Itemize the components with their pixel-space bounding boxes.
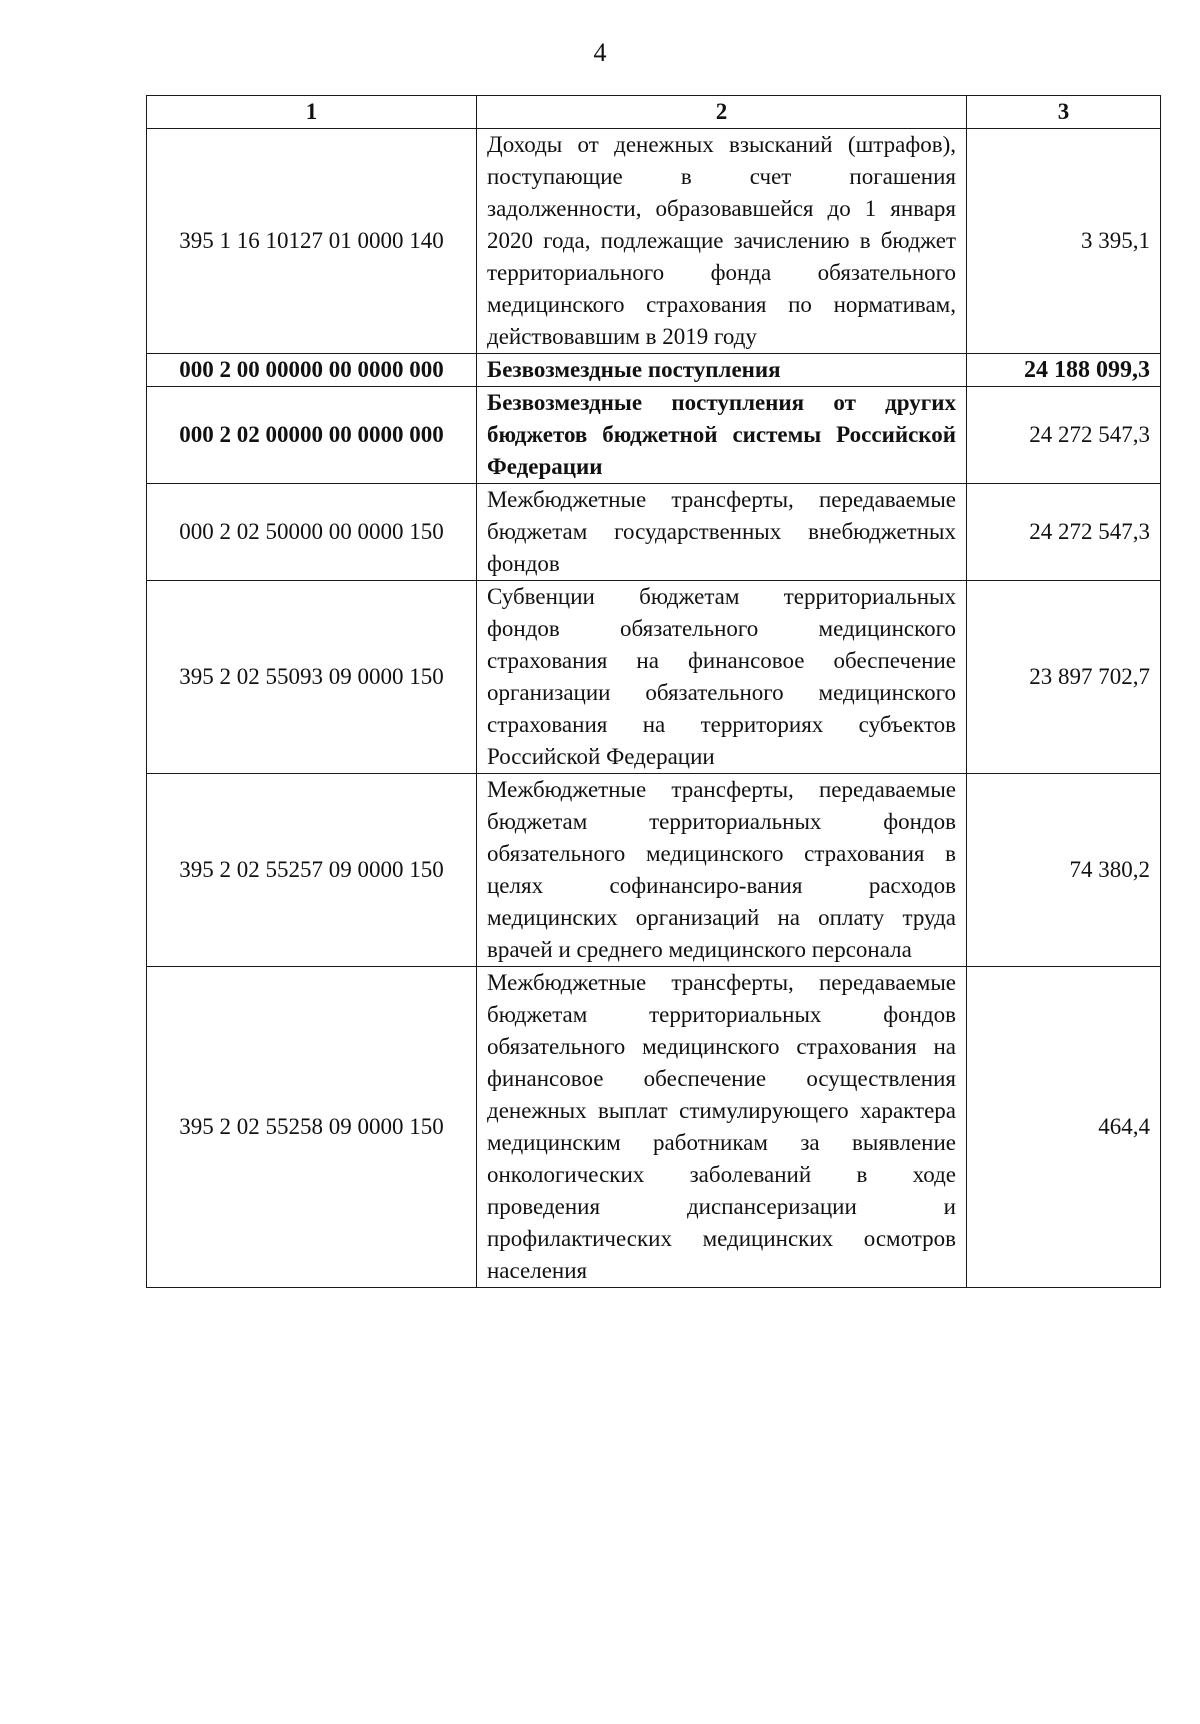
table-row bbox=[147, 484, 1161, 581]
table-header-row bbox=[147, 96, 1161, 129]
table-row bbox=[147, 387, 1161, 484]
budget-revenue-table bbox=[146, 95, 1161, 1288]
revenue-description: Межбюджетные трансферты, передаваемые бюджетам территориальных фондов обязательного медицинского страхования в целях софинансиро-вания расходов медицинских организаций на оплату труда врачей и среднего медицинского персонала bbox=[477, 774, 967, 967]
revenue-code: 395 1 16 10127 01 0000 140 bbox=[147, 129, 477, 354]
revenue-amount: 464,4 bbox=[967, 967, 1161, 1288]
revenue-amount: 3 395,1 bbox=[967, 129, 1161, 354]
revenue-description: Доходы от денежных взысканий (штрафов), поступающие в счет погашения задолженности, образовавшейся до 1 января 2020 года, подлежащие зачислению в бюджет территориального фонда обязательного медицинского страхования по нормативам, действовавшим в 2019 году bbox=[477, 129, 967, 354]
revenue-code: 000 2 02 50000 00 0000 150 bbox=[147, 484, 477, 581]
revenue-code: 395 2 02 55257 09 0000 150 bbox=[147, 774, 477, 967]
revenue-description: Межбюджетные трансферты, передаваемые бюджетам государственных внебюджетных фондов bbox=[477, 484, 967, 581]
revenue-code: 395 2 02 55258 09 0000 150 bbox=[147, 967, 477, 1288]
table-row bbox=[147, 967, 1161, 1288]
table-row bbox=[147, 354, 1161, 387]
table-row bbox=[147, 581, 1161, 774]
table-row bbox=[147, 774, 1161, 967]
revenue-amount: 24 272 547,3 bbox=[967, 387, 1161, 484]
budget-table-container bbox=[146, 95, 1161, 1288]
revenue-description: Субвенции бюджетам территориальных фондов обязательного медицинского страхования на финансовое обеспечение организации обязательного медицинского страхования на территориях субъектов Российской Федерации bbox=[477, 581, 967, 774]
column-header-1: 1 bbox=[147, 96, 477, 129]
revenue-code: 000 2 00 00000 00 0000 000 bbox=[147, 354, 477, 387]
column-header-2: 2 bbox=[477, 96, 967, 129]
revenue-amount: 74 380,2 bbox=[967, 774, 1161, 967]
table-row bbox=[147, 129, 1161, 354]
page-number: 4 bbox=[593, 38, 607, 67]
revenue-description: Межбюджетные трансферты, передаваемые бюджетам территориальных фондов обязательного медицинского страхования на финансовое обеспечение осуществления денежных выплат стимулирующего характера медицинским работникам за выявление онкологических заболеваний в ходе проведения диспансеризации и профилактических медицинских осмотров населения bbox=[477, 967, 967, 1288]
revenue-description: Безвозмездные поступления bbox=[477, 354, 967, 387]
revenue-amount: 24 272 547,3 bbox=[967, 484, 1161, 581]
revenue-description: Безвозмездные поступления от других бюджетов бюджетной системы Российской Федерации bbox=[477, 387, 967, 484]
revenue-amount: 24 188 099,3 bbox=[967, 354, 1161, 387]
revenue-amount: 23 897 702,7 bbox=[967, 581, 1161, 774]
column-header-3: 3 bbox=[967, 96, 1161, 129]
revenue-code: 395 2 02 55093 09 0000 150 bbox=[147, 581, 477, 774]
revenue-code: 000 2 02 00000 00 0000 000 bbox=[147, 387, 477, 484]
